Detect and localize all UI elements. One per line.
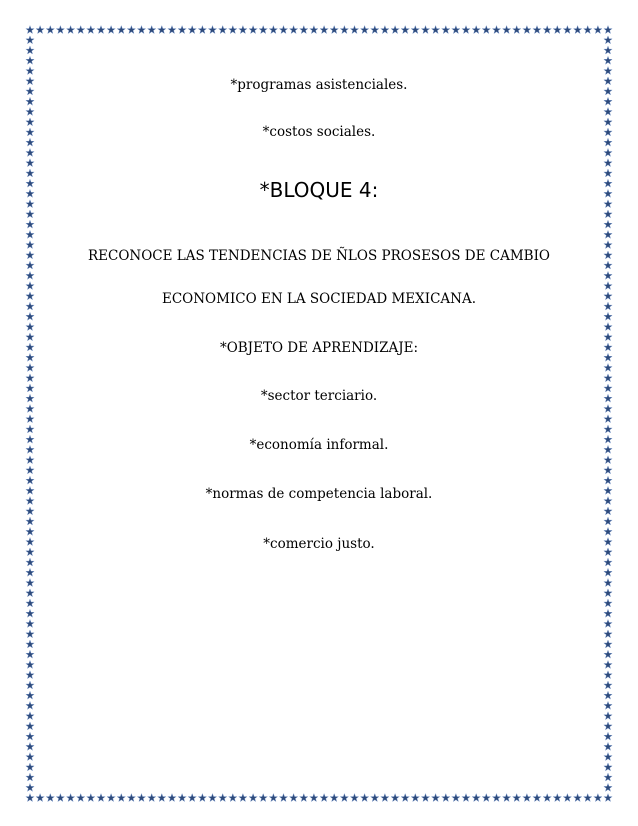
border-star-icon [604, 527, 612, 535]
border-star-icon [87, 794, 95, 802]
border-star-icon [168, 26, 176, 34]
border-star-icon [401, 794, 409, 802]
border-star-icon [26, 681, 34, 689]
border-star-icon [604, 405, 612, 413]
border-star-icon [563, 794, 571, 802]
border-star-icon [26, 26, 34, 34]
border-star-icon [411, 794, 419, 802]
border-star-icon [543, 26, 551, 34]
border-star-icon [66, 794, 74, 802]
border-star-icon [26, 67, 34, 75]
border-star-icon [604, 374, 612, 382]
border-star-icon [77, 794, 85, 802]
border-star-icon [553, 26, 561, 34]
border-star-icon [26, 159, 34, 167]
border-star-icon [482, 794, 490, 802]
border-star-icon [421, 794, 429, 802]
border-star-icon [137, 794, 145, 802]
border-star-icon [584, 26, 592, 34]
border-star-icon [26, 650, 34, 658]
border-star-icon [502, 26, 510, 34]
border-star-icon [604, 691, 612, 699]
border-star-icon [26, 466, 34, 474]
border-star-icon [604, 701, 612, 709]
border-star-icon [279, 26, 287, 34]
border-stars-group [26, 26, 612, 802]
border-star-icon [26, 763, 34, 771]
border-star-icon [117, 794, 125, 802]
border-star-icon [26, 527, 34, 535]
border-star-icon [26, 415, 34, 423]
border-star-icon [26, 56, 34, 64]
border-star-icon [127, 794, 135, 802]
border-star-icon [350, 26, 358, 34]
border-star-icon [26, 568, 34, 576]
border-star-icon [178, 26, 186, 34]
border-star-icon [604, 456, 612, 464]
border-star-icon [26, 149, 34, 157]
border-star-icon [502, 794, 510, 802]
border-star-icon [137, 26, 145, 34]
border-star-icon [604, 466, 612, 474]
border-star-icon [604, 661, 612, 669]
border-star-icon [604, 425, 612, 433]
border-star-icon [26, 671, 34, 679]
border-star-icon [26, 783, 34, 791]
border-star-icon [148, 26, 156, 34]
text-line-economia: *economía informal. [249, 437, 389, 453]
border-star-icon [127, 26, 135, 34]
border-star-icon [26, 620, 34, 628]
text-line-costos: *costos sociales. [262, 124, 376, 140]
border-star-icon [310, 26, 318, 34]
border-star-icon [219, 26, 227, 34]
border-star-icon [168, 794, 176, 802]
border-star-icon [56, 26, 64, 34]
border-star-icon [513, 26, 521, 34]
border-star-icon [604, 794, 612, 802]
text-line-objeto: *OBJETO DE APRENDIZAJE: [219, 340, 419, 356]
border-star-icon [584, 794, 592, 802]
border-star-icon [452, 26, 460, 34]
border-star-icon [26, 712, 34, 720]
border-star-icon [77, 26, 85, 34]
border-star-icon [26, 589, 34, 597]
border-star-icon [604, 558, 612, 566]
border-star-icon [26, 609, 34, 617]
border-star-icon [26, 661, 34, 669]
border-star-icon [56, 794, 64, 802]
border-star-icon [26, 732, 34, 740]
border-star-icon [604, 763, 612, 771]
border-star-icon [26, 558, 34, 566]
border-star-icon [269, 794, 277, 802]
border-star-icon [604, 630, 612, 638]
border-star-icon [604, 46, 612, 54]
border-star-icon [604, 415, 612, 423]
border-star-icon [208, 26, 216, 34]
border-star-icon [320, 26, 328, 34]
border-star-icon [604, 36, 612, 44]
border-star-icon [604, 671, 612, 679]
border-star-icon [36, 26, 44, 34]
border-star-icon [188, 26, 196, 34]
border-star-icon [26, 46, 34, 54]
border-star-icon [36, 794, 44, 802]
border-star-icon [26, 640, 34, 648]
border-star-icon [26, 405, 34, 413]
text-line-sector: *sector terciario. [260, 388, 378, 404]
border-star-icon [594, 794, 602, 802]
border-star-icon [26, 230, 34, 238]
text-line-economico: ECONOMICO EN LA SOCIEDAD MEXICANA. [161, 291, 476, 307]
border-star-icon [492, 794, 500, 802]
border-star-icon [219, 794, 227, 802]
border-star-icon [604, 599, 612, 607]
border-star-icon [26, 630, 34, 638]
border-star-icon [198, 26, 206, 34]
border-star-icon [26, 425, 34, 433]
border-star-icon [431, 794, 439, 802]
heading-bloque: *BLOQUE 4: [259, 178, 379, 202]
border-star-icon [482, 26, 490, 34]
border-star-icon [330, 794, 338, 802]
border-star-icon [411, 26, 419, 34]
border-star-icon [604, 230, 612, 238]
border-star-icon [604, 783, 612, 791]
border-star-icon [371, 794, 379, 802]
border-star-icon [604, 282, 612, 290]
border-star-icon [26, 517, 34, 525]
border-star-icon [26, 773, 34, 781]
border-star-icon [604, 753, 612, 761]
border-star-icon [26, 374, 34, 382]
border-star-icon [604, 732, 612, 740]
border-star-icon [269, 26, 277, 34]
border-star-icon [300, 794, 308, 802]
border-star-icon [604, 210, 612, 218]
border-star-icon [26, 691, 34, 699]
border-star-icon [604, 589, 612, 597]
border-star-icon [604, 56, 612, 64]
border-star-icon [188, 794, 196, 802]
border-star-icon [431, 26, 439, 34]
border-star-icon [249, 26, 257, 34]
border-star-icon [289, 26, 297, 34]
border-star-icon [350, 794, 358, 802]
border-star-icon [421, 26, 429, 34]
border-star-icon [604, 568, 612, 576]
border-star-icon [442, 794, 450, 802]
border-star-icon [26, 36, 34, 44]
border-star-icon [97, 26, 105, 34]
border-star-icon [26, 599, 34, 607]
border-star-icon [26, 753, 34, 761]
border-star-icon [391, 794, 399, 802]
border-star-icon [26, 507, 34, 515]
border-star-icon [107, 794, 115, 802]
border-star-icon [107, 26, 115, 34]
border-star-icon [563, 26, 571, 34]
border-star-icon [604, 609, 612, 617]
border-star-icon [360, 794, 368, 802]
border-star-icon [573, 26, 581, 34]
border-star-icon [239, 26, 247, 34]
border-star-icon [229, 26, 237, 34]
border-star-icon [604, 67, 612, 75]
border-star-icon [604, 323, 612, 331]
border-star-icon [604, 149, 612, 157]
border-star-icon [462, 794, 470, 802]
border-star-icon [26, 476, 34, 484]
border-star-icon [300, 26, 308, 34]
border-star-icon [360, 26, 368, 34]
border-star-icon [604, 312, 612, 320]
border-star-icon [604, 220, 612, 228]
border-star-icon [452, 794, 460, 802]
border-star-icon [239, 794, 247, 802]
border-star-icon [381, 794, 389, 802]
border-star-icon [158, 794, 166, 802]
border-star-icon [26, 282, 34, 290]
border-star-icon [604, 364, 612, 372]
border-star-icon [26, 701, 34, 709]
border-star-icon [533, 26, 541, 34]
border-star-icon [26, 364, 34, 372]
border-star-icon [472, 26, 480, 34]
border-star-icon [158, 26, 166, 34]
border-star-icon [604, 722, 612, 730]
border-star-icon [26, 323, 34, 331]
border-star-icon [604, 620, 612, 628]
border-star-icon [26, 210, 34, 218]
border-star-icon [26, 312, 34, 320]
border-star-icon [604, 650, 612, 658]
border-star-icon [604, 271, 612, 279]
border-star-icon [533, 794, 541, 802]
border-star-icon [594, 26, 602, 34]
text-line-comercio: *comercio justo. [263, 536, 375, 552]
border-star-icon [604, 169, 612, 177]
border-star-icon [391, 26, 399, 34]
border-star-icon [97, 794, 105, 802]
border-star-icon [26, 456, 34, 464]
border-star-icon [523, 26, 531, 34]
border-star-icon [472, 794, 480, 802]
border-star-icon [66, 26, 74, 34]
border-star-icon [46, 26, 54, 34]
text-line-reconoce: RECONOCE LAS TENDENCIAS DE ÑLOS PROSESOS DE CAMBIO [88, 248, 550, 264]
border-star-icon [604, 507, 612, 515]
border-star-icon [604, 640, 612, 648]
border-star-icon [604, 579, 612, 587]
border-star-icon [26, 742, 34, 750]
border-star-icon [523, 794, 531, 802]
border-star-icon [229, 794, 237, 802]
border-star-icon [381, 26, 389, 34]
border-star-icon [26, 169, 34, 177]
border-star-icon [604, 97, 612, 105]
text-line-normas: *normas de competencia laboral. [205, 486, 433, 502]
border-star-icon [26, 794, 34, 802]
border-star-icon [289, 794, 297, 802]
border-star-icon [401, 26, 409, 34]
border-star-icon [604, 517, 612, 525]
border-star-icon [543, 794, 551, 802]
border-star-icon [513, 794, 521, 802]
border-star-icon [442, 26, 450, 34]
border-star-icon [320, 794, 328, 802]
border-star-icon [26, 271, 34, 279]
border-star-icon [604, 108, 612, 116]
border-star-icon [279, 794, 287, 802]
border-star-icon [330, 26, 338, 34]
border-star-icon [198, 794, 206, 802]
border-star-icon [604, 476, 612, 484]
border-star-icon [371, 26, 379, 34]
border-star-icon [492, 26, 500, 34]
border-star-icon [604, 26, 612, 34]
border-star-icon [340, 794, 348, 802]
border-star-icon [46, 794, 54, 802]
border-star-icon [26, 97, 34, 105]
border-star-icon [340, 26, 348, 34]
border-star-icon [117, 26, 125, 34]
border-star-icon [604, 159, 612, 167]
border-star-icon [26, 722, 34, 730]
border-star-icon [604, 712, 612, 720]
border-star-icon [87, 26, 95, 34]
border-star-icon [249, 794, 257, 802]
border-star-icon [178, 794, 186, 802]
border-star-icon [208, 794, 216, 802]
border-star-icon [604, 681, 612, 689]
border-star-icon [26, 220, 34, 228]
text-line-programas: *programas asistenciales. [230, 77, 408, 93]
border-star-icon [604, 773, 612, 781]
border-star-icon [604, 742, 612, 750]
border-star-icon [573, 794, 581, 802]
border-star-icon [310, 794, 318, 802]
border-star-icon [462, 26, 470, 34]
border-star-icon [148, 794, 156, 802]
border-star-icon [26, 579, 34, 587]
border-star-icon [553, 794, 561, 802]
border-star-icon [259, 26, 267, 34]
border-star-icon [259, 794, 267, 802]
border-star-icon [26, 108, 34, 116]
